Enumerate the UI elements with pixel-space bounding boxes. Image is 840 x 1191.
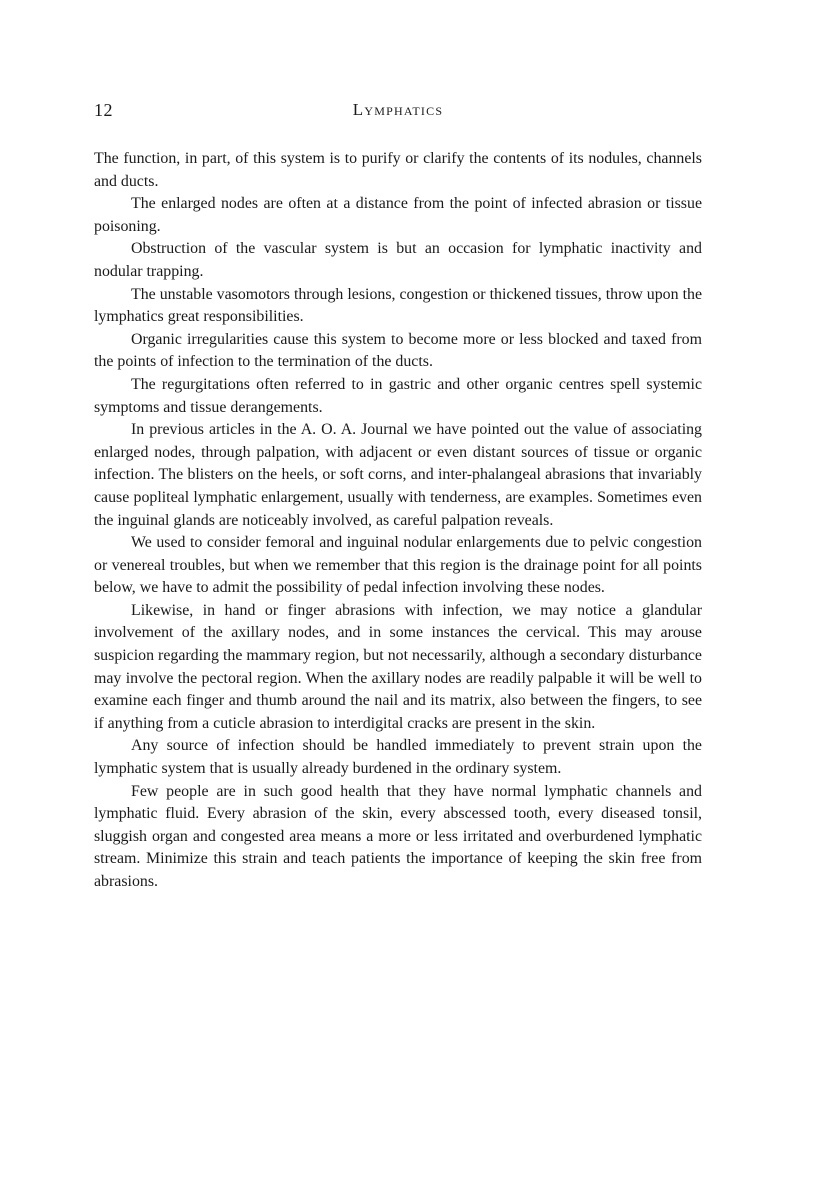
paragraph: Obstruction of the vascular system is but an occasion for lymphatic inactivity and nodular trapping.: [94, 240, 702, 280]
paragraph: Organic irregularities cause this system to become more or less blocked and taxed from the points of infection to the termination of the ducts.: [94, 330, 702, 371]
paragraph: In previous articles in the A. O. A. Journal we have pointed out the value of associating enlarged nodes, through palpation, with adjacent or even distant sources of tissue or organic infection. The blisters on the heels, or soft corns, and inter-phalangeal abrasions that invariably cause popliteal lymphatic enlargement, usually with tenderness, are examples. Sometimes even the inguinal glands are noticeably involved, as careful palpation reveals.: [94, 421, 702, 529]
paragraph: We used to consider femoral and inguinal nodular enlargements due to pelvic congestion or venereal troubles, but when we remember that this region is the drainage point for all points below, we have to admit the possibility of pedal infection involving these nodes.: [94, 534, 702, 597]
paragraph: The function, in part, of this system is to purify or clarify the contents of its nodules, channels and ducts.: [94, 150, 702, 190]
book-page: [94, 96, 702, 894]
running-head: Lymphatics: [352, 100, 444, 119]
paragraph: The enlarged nodes are often at a distance from the point of infected abrasion or tissue poisoning.: [94, 195, 702, 235]
paragraph: Few people are in such good health that they have normal lymphatic channels and lymphatic fluid. Every abrasion of the skin, every abscessed tooth, every diseased tonsil, sluggish organ and congested area means a more or less irritated and overburdened lymphatic stream. Minimize this strain and teach patients the importance of keeping the skin free from abrasions.: [94, 782, 702, 890]
body-text: [94, 148, 702, 894]
page-header: [94, 96, 702, 126]
paragraph: The unstable vasomotors through lesions, congestion or thickened tissues, throw upon the lymphatics great responsibilities.: [94, 285, 702, 326]
paragraph: Any source of infection should be handled immediately to prevent strain upon the lymphatic system that is usually already burdened in the ordinary system.: [94, 737, 702, 778]
paragraph: Likewise, in hand or finger abrasions with infection, we may notice a glandular involvement of the axillary nodes, and in some instances the cervical. This may arouse suspicion regarding the mammary region, but not necessarily, although a secondary disturbance may involve the pectoral region. When the axillary nodes are readily palpable it will be well to examine each finger and thumb around the nail and its matrix, also between the fingers, to see if anything from a cuticle abrasion to interdigital cracks are present in the skin.: [94, 601, 702, 732]
page-number: 12: [94, 100, 113, 120]
paragraph: The regurgitations often referred to in gastric and other organic centres spell systemic symptoms and tissue derangements.: [94, 375, 702, 416]
